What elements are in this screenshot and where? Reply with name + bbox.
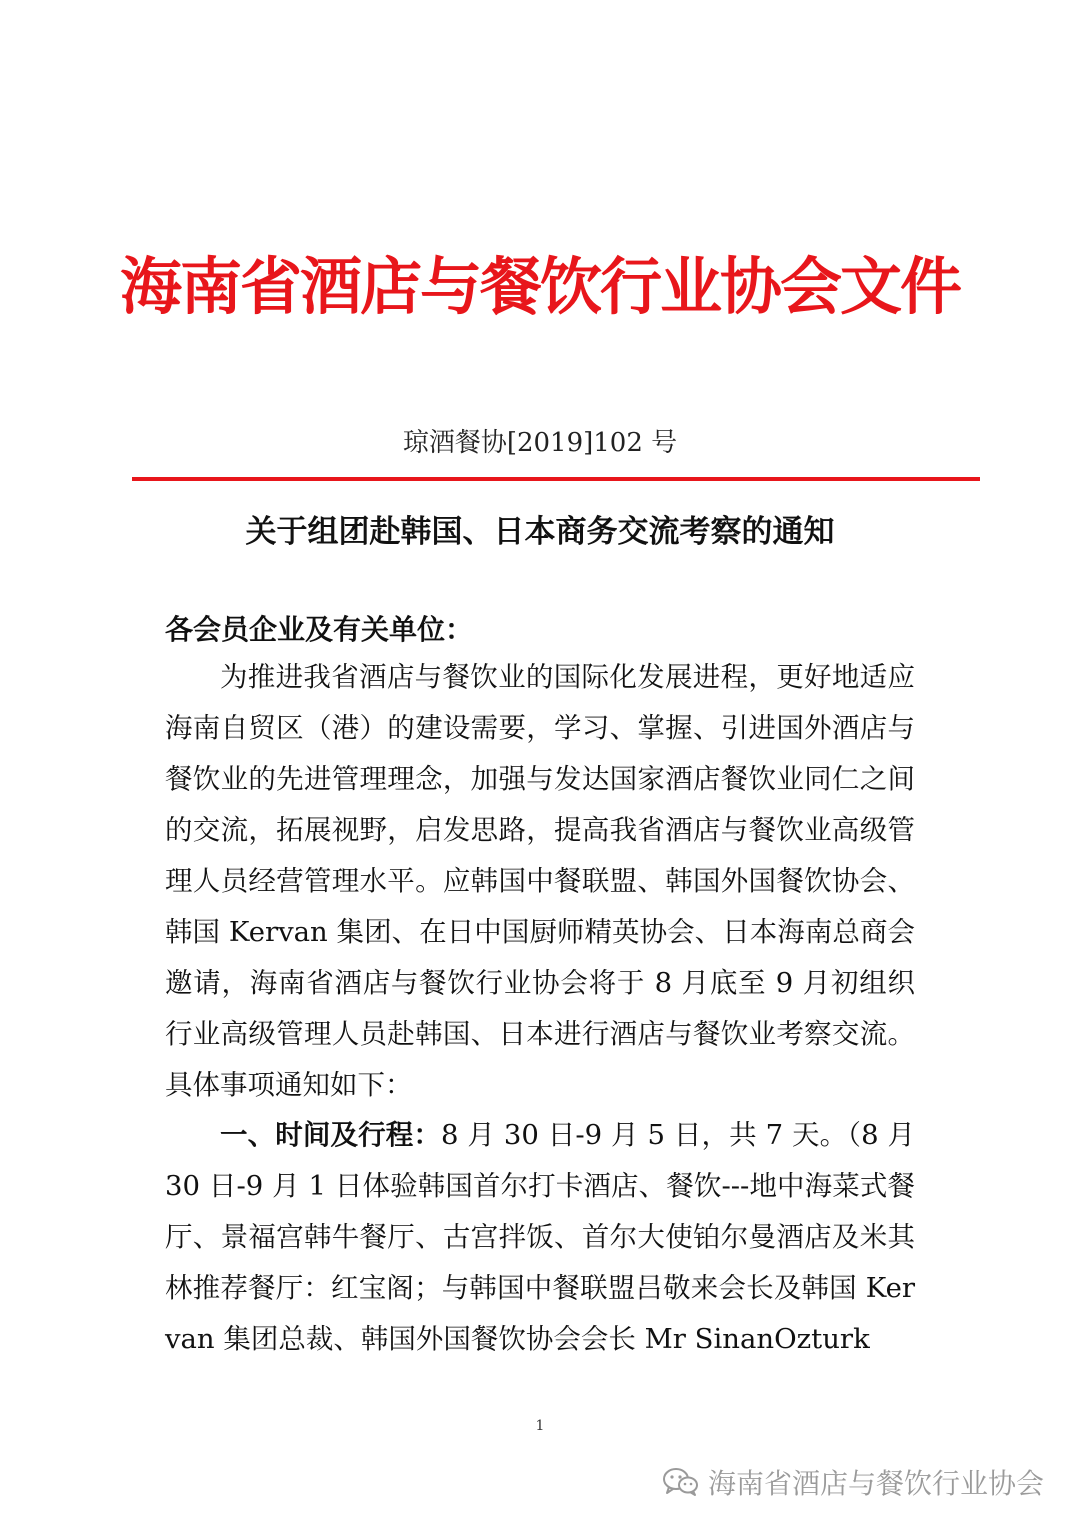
red-divider-line (132, 477, 980, 481)
section-1-heading: 一、时间及行程： (220, 1119, 442, 1151)
document-number: 琼酒餐协[2019]102 号 (402, 428, 678, 458)
wechat-icon (662, 1467, 700, 1497)
watermark-text: 海南省酒店与餐饮行业协会 (707, 1467, 1044, 1500)
intro-paragraph: 为推进我省酒店与餐饮业的国际化发展进程，更好地适应海南自贸区（港）的建设需要，学习、掌握、引进国外酒店与餐饮业的先进管理理念，加强与发达国家酒店餐饮业同仁之间的交流，拓展视野，启发思路，提高我省酒店与餐饮业高级管理人员经营管理水平。应韩国中餐联盟、韩国外国餐饮协会、韩国 Kervan 集团、在日中国厨师精英协会、日本海南总商会邀请，海南省酒店与餐饮行业协会将于 8 月底至 9 月初组织行业高级管理人员赴韩国、日本进行酒店与餐饮业考察交流。具体事项通知如下： (165, 661, 915, 1101)
notice-title: 关于组团赴韩国、日本商务交流考察的通知 (245, 514, 835, 550)
section-1-text: 8 月 30 日-9 月 5 日，共 7 天。（8 月 30 日-9 月 1 日体验韩国首尔打卡酒店、餐饮---地中海菜式餐厅、景福宫韩牛餐厅、古宫拌饭、首尔大使铂尔曼酒店及米其林推荐餐厅：红宝阁；与韩国中餐联盟吕敬来会长及韩国 Kervan 集团总裁、韩国外国餐饮协会会长 Mr SinanOzturk (165, 1119, 915, 1355)
page-number: 1 (535, 1418, 545, 1434)
salutation: 各会员企业及有关单位： (165, 613, 474, 646)
watermark (662, 1462, 1044, 1502)
document-header-title: 海南省酒店与餐饮行业协会文件 (119, 250, 960, 323)
section-1-paragraph (165, 1110, 915, 1365)
